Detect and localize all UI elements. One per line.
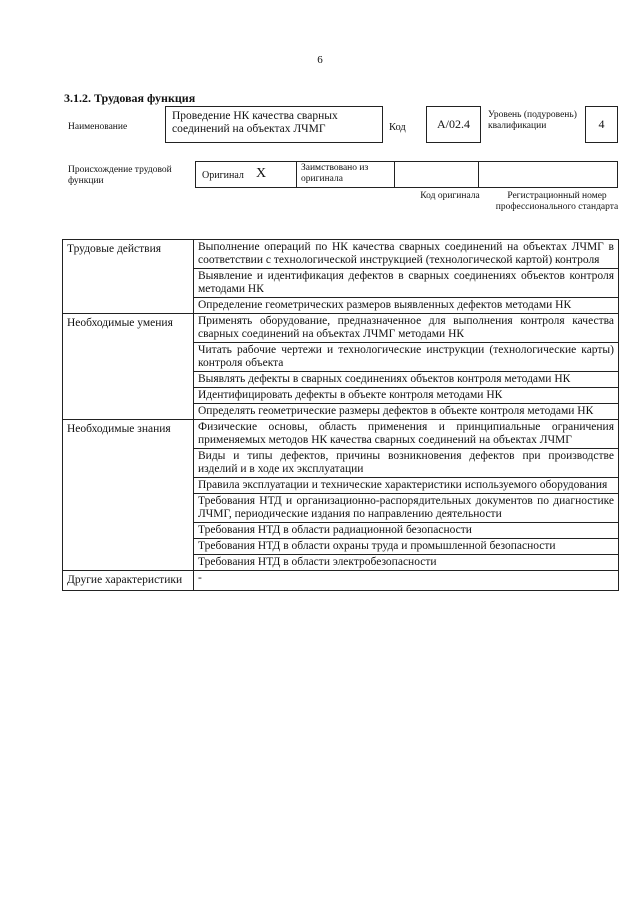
name-value: Проведение НК качества сварных соединений на объектах ЛЧМГ [165, 106, 383, 143]
item-cell: Требования НТД в области электробезопасности [194, 555, 619, 571]
table-row [63, 240, 619, 269]
table-row [63, 314, 619, 343]
item-cell: Требования НТД и организационно-распорядительных документов по диагностике ЛЧМГ, периодические издания по направлению деятельности [194, 494, 619, 523]
item-cell: Выполнение операций по НК качества сварных соединений на объектах ЛЧМГ в соответствии с технологической инструкцией (технологической картой) контроля [194, 240, 619, 269]
page-number: 6 [317, 54, 323, 66]
category-cell: Другие характеристики [63, 571, 194, 591]
category-cell: Необходимые умения [63, 314, 194, 420]
item-cell: Выявлять дефекты в сварных соединениях объектов контроля методами НК [194, 372, 619, 388]
table-row [63, 420, 619, 449]
item-cell: Применять оборудование, предназначенное для выполнения контроля качества сварных соединений на объектах ЛЧМГ методами НК [194, 314, 619, 343]
function-table [62, 239, 619, 591]
borrowed-label: Заимствовано из оригинала [301, 163, 369, 184]
item-cell: Выявление и идентификация дефектов в сварных соединениях объектов контроля методами НК [194, 269, 619, 298]
item-cell: Виды и типы дефектов, причины возникновения дефектов при производстве изделий и в ходе их эксплуатации [194, 449, 619, 478]
original-mark: X [256, 166, 267, 181]
qualification-level-label: Уровень (подуровень) квалификации [488, 110, 577, 131]
origin-label: Происхождение трудовой функции [68, 165, 172, 186]
item-cell: Физические основы, область применения и принципиальные ограничения применяемых методов НК качества сварных соединений на объектах ЛЧМГ [194, 420, 619, 449]
name-label: Наименование [68, 122, 128, 132]
reg-number-caption: Регистрационный номер профессионального стандарта [495, 191, 619, 212]
code-value: А/02.4 [426, 106, 481, 143]
item-cell: - [194, 571, 619, 591]
original-label: Оригинал [202, 170, 244, 181]
item-cell: Читать рабочие чертежи и технологические инструкции (технологические карты) контроля объекта [194, 343, 619, 372]
item-cell: Требования НТД в области охраны труда и промышленной безопасности [194, 539, 619, 555]
category-cell: Трудовые действия [63, 240, 194, 314]
item-cell: Требования НТД в области радиационной безопасности [194, 523, 619, 539]
qualification-level-value: 4 [585, 106, 618, 143]
code-original-caption: Код оригинала [420, 191, 480, 201]
category-cell: Необходимые знания [63, 420, 194, 571]
item-cell: Определять геометрические размеры дефектов в объекте контроля методами НК [194, 404, 619, 420]
item-cell: Определение геометрических размеров выявленных дефектов методами НК [194, 298, 619, 314]
item-cell: Идентифицировать дефекты в объекте контроля методами НК [194, 388, 619, 404]
table-row [63, 571, 619, 591]
item-cell: Правила эксплуатации и технические характеристики используемого оборудования [194, 478, 619, 494]
section-title: 3.1.2. Трудовая функция [64, 91, 196, 105]
code-label: Код [389, 122, 406, 133]
